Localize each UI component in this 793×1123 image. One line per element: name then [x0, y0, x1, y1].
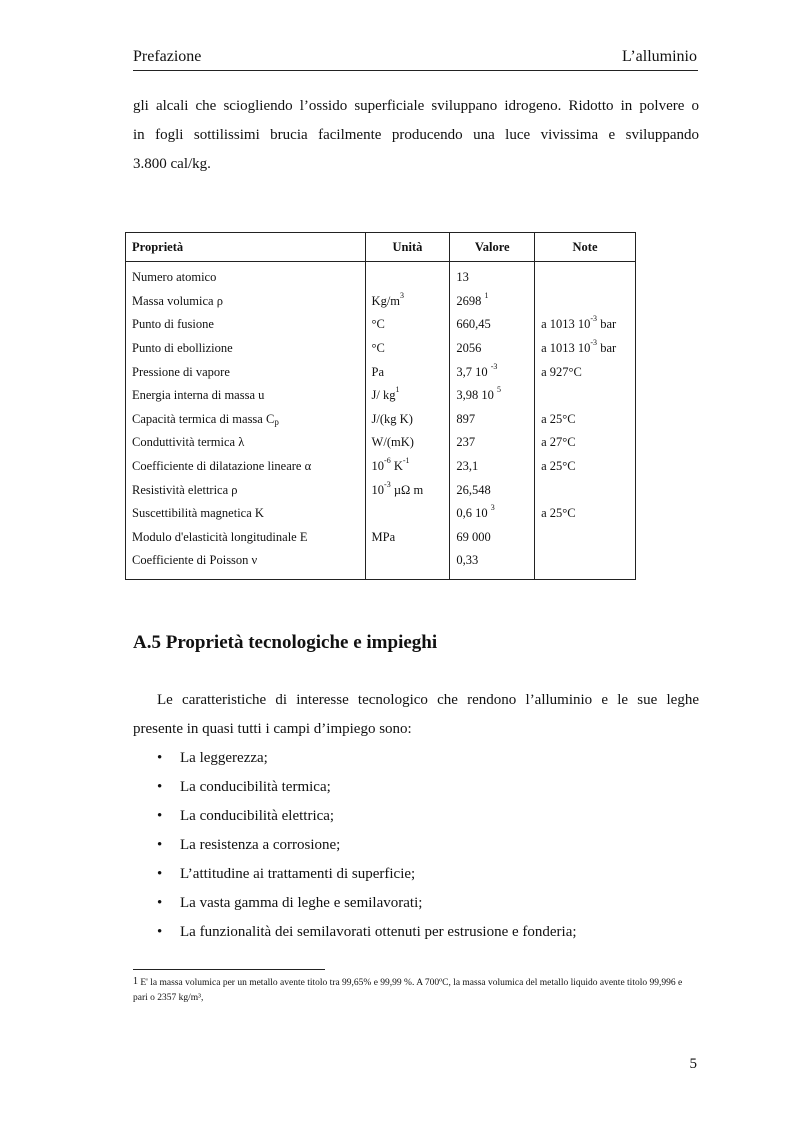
footnote-rule — [133, 969, 325, 970]
running-header-left: Prefazione — [133, 48, 202, 65]
intro-line: in fogli sottilissimi brucia facilmente producendo una luce vivissima e sviluppando — [133, 127, 699, 143]
cell-property: Numero atomico — [126, 262, 366, 290]
column-header-unit: Unità — [365, 233, 450, 262]
list-item-text: L’attitudine ai trattamenti di superficie; — [180, 866, 416, 882]
footnote-text: E' la massa volumica per un metallo avente titolo tra 99,65% e 99,99 %. A 700ºC, la massa volumica del metallo liquido avente titolo 99,996 e pari o 2357 kg/m³, — [133, 978, 683, 1003]
cell-unit: J/(kg K) — [365, 408, 450, 432]
cell-note: a 1013 $10^{-3}$ bar — [541, 338, 617, 356]
cell-property: Punto di ebollizione — [126, 337, 366, 361]
cell-unit: °C — [365, 313, 450, 337]
intro-line: gli alcali che sciogliendo l’ossido superficiale sviluppano idrogeno. Ridotto in polvere o — [133, 98, 699, 114]
table-row — [126, 549, 636, 579]
properties-table — [125, 232, 636, 580]
superscript: -3 — [590, 338, 598, 348]
paragraph-line: Le caratteristiche di interesse tecnologico che rendono l’alluminio e le sue leghe — [157, 692, 699, 708]
cell-note: a 25°C — [541, 411, 576, 426]
cell-property: Modulo d'elasticità longitudinale E — [126, 526, 366, 550]
table-row — [126, 526, 636, 550]
table-row — [126, 337, 636, 361]
superscript: 3 — [400, 290, 405, 300]
bullet-icon: • — [157, 808, 163, 824]
cell-note: a 1013 $10^{-3}$ bar — [541, 314, 617, 332]
table-row — [126, 290, 636, 314]
cell-note — [535, 384, 636, 408]
bullet-icon: • — [157, 866, 163, 882]
superscript: -6 — [384, 456, 391, 466]
column-header-property: Proprietà — [126, 233, 366, 262]
bullet-icon: • — [157, 837, 163, 853]
bullet-icon: • — [157, 895, 163, 911]
bullet-list — [133, 744, 577, 947]
table-header-row — [126, 233, 636, 262]
cell-property: Suscettibilità magnetica K — [126, 502, 366, 526]
list-item — [133, 918, 577, 947]
cell-unit: $Kg/m^3$ — [365, 290, 450, 314]
table-row — [126, 502, 636, 526]
cell-note: a 27°C — [541, 435, 576, 450]
cell-property: Resistività elettrica ρ — [126, 478, 366, 502]
list-item — [133, 860, 577, 889]
cell-value: 2698 $^1$ — [450, 290, 535, 314]
list-item-text: La resistenza a corrosione; — [180, 837, 341, 853]
superscript: -3 — [490, 361, 498, 371]
superscript: 3 — [490, 503, 495, 513]
list-item-text: La leggerezza; — [180, 750, 268, 766]
table-row — [126, 478, 636, 502]
cell-unit: °C — [365, 337, 450, 361]
cell-value: 69 000 — [450, 526, 535, 550]
cell-property: Coefficiente di Poisson ν — [126, 549, 366, 579]
cell-note — [535, 290, 636, 314]
cell-value: 3,7 10 $^{-3}$ — [450, 360, 535, 384]
cell-note: a 25°C — [541, 459, 576, 474]
cell-value: 0,6 10 $^3$ — [450, 502, 535, 526]
bullet-icon: • — [157, 924, 163, 940]
column-header-value: Valore — [450, 233, 535, 262]
paragraph-line: presente in quasi tutti i campi d’impiego sono: — [133, 721, 412, 737]
cell-value: 660,45 — [450, 313, 535, 337]
cell-property: Capacità termica di massa Cp — [126, 408, 366, 432]
list-item-text: La conducibilità elettrica; — [180, 808, 335, 824]
cell-unit — [365, 502, 450, 526]
cell-property: Punto di fusione — [126, 313, 366, 337]
table-body — [126, 262, 636, 580]
table-row — [126, 262, 636, 290]
cell-property: Coefficiente di dilatazione lineare α — [126, 455, 366, 479]
table-row — [126, 360, 636, 384]
cell-unit: $10^{-6}$ $K^{-1}$ — [365, 455, 450, 479]
bullet-icon: • — [157, 750, 163, 766]
list-item — [133, 831, 577, 860]
cell-value: 13 — [450, 262, 535, 290]
cell-unit: Pa — [365, 360, 450, 384]
cell-unit — [365, 549, 450, 579]
cell-value: 897 — [450, 408, 535, 432]
footnote-mark: 1 — [133, 976, 138, 987]
subscript: p — [274, 416, 279, 427]
column-header-note: Note — [535, 233, 636, 262]
cell-note: a 927°C — [541, 364, 582, 379]
intro-line: 3.800 cal/kg. — [133, 156, 211, 172]
cell-note — [535, 262, 636, 290]
header-rule — [133, 70, 698, 71]
list-item — [133, 889, 577, 918]
list-item — [133, 802, 577, 831]
cell-property: Massa volumica ρ — [126, 290, 366, 314]
cell-property: Conduttività termica λ — [126, 431, 366, 455]
list-item-text: La conducibilità termica; — [180, 779, 331, 795]
intro-paragraph — [133, 92, 699, 179]
cell-note: a 25°C — [541, 506, 576, 521]
table-row — [126, 408, 636, 432]
table-row — [126, 455, 636, 479]
cell-value: 2056 — [450, 337, 535, 361]
list-item — [133, 744, 577, 773]
bullet-icon: • — [157, 779, 163, 795]
superscript: 1 — [484, 290, 489, 300]
footnote — [133, 976, 699, 1006]
list-item — [133, 773, 577, 802]
cell-note — [535, 478, 636, 502]
cell-value: 3,98 10 $^5$ — [450, 384, 535, 408]
cell-unit: W/(mK) — [365, 431, 450, 455]
list-item-text: La funzionalità dei semilavorati ottenuti per estrusione e fonderia; — [180, 924, 577, 940]
superscript: -3 — [384, 479, 391, 489]
cell-note — [535, 526, 636, 550]
cell-value: 23,1 — [450, 455, 535, 479]
cell-property: Energia interna di massa u — [126, 384, 366, 408]
cell-unit: $10^{-3}$ µΩ m — [365, 478, 450, 502]
cell-value: 237 — [450, 431, 535, 455]
cell-value: 26,548 — [450, 478, 535, 502]
table-row — [126, 384, 636, 408]
list-item-text: La vasta gamma di leghe e semilavorati; — [180, 895, 423, 911]
section-title: A.5 Proprietà tecnologiche e impieghi — [133, 632, 438, 653]
superscript: -3 — [590, 314, 598, 324]
superscript: 1 — [395, 385, 400, 395]
body-paragraph — [133, 686, 699, 744]
cell-note — [535, 549, 636, 579]
superscript: -1 — [402, 456, 410, 466]
table-row — [126, 431, 636, 455]
cell-unit: MPa — [365, 526, 450, 550]
cell-unit — [365, 262, 450, 290]
running-header-right: L’alluminio — [622, 48, 697, 65]
cell-unit: J/ $kg^1$ — [365, 384, 450, 408]
superscript: 5 — [496, 385, 501, 395]
cell-property: Pressione di vapore — [126, 360, 366, 384]
page-number: 5 — [689, 1056, 697, 1072]
cell-value: 0,33 — [450, 549, 535, 579]
table-row — [126, 313, 636, 337]
